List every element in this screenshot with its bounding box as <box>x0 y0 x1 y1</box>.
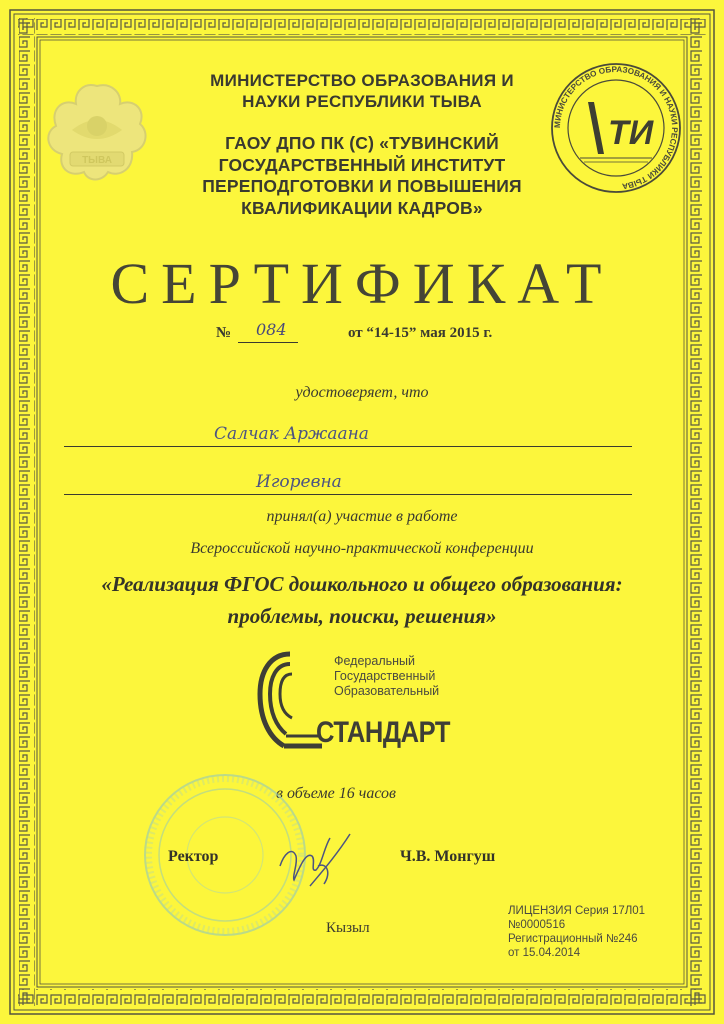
recipient-line-2 <box>64 494 632 495</box>
emblem <box>42 80 152 185</box>
fgos-logo-text <box>334 654 439 699</box>
city: Кызыл <box>326 920 370 936</box>
certificate-title: СЕРТИФИКАТ <box>110 251 614 316</box>
seal-ring-text: МИНИСТЕРСТВО ОБРАЗОВАНИЯ И НАУКИ РЕСПУБЛИКИ ТЫВА <box>552 64 680 191</box>
recipient-name: Салчак Аржаана <box>214 424 369 444</box>
conference-topic <box>40 568 684 632</box>
institute-line: ГАОУ ДПО ПК (С) «ТУВИНСКИЙ <box>225 133 499 153</box>
date-text: от “14-15” мая 2015 г. <box>348 325 493 341</box>
license-line: Регистрационный №246 <box>508 933 638 945</box>
fgos-logo-word: СТАНДАРТ <box>316 716 451 749</box>
topic-line: «Реализация ФГОС дошкольного и общего образования: <box>101 572 623 596</box>
number-label: № <box>216 325 232 341</box>
ministry-heading <box>150 70 574 112</box>
ministry-line: НАУКИ РЕСПУБЛИКИ ТЫВА <box>242 92 482 111</box>
handwritten-signature <box>270 826 360 896</box>
license-line: ЛИЦЕНЗИЯ Серия 17Л01 <box>508 905 646 917</box>
fgos-logo-line: Образовательный <box>334 684 440 698</box>
seal-logo: ТИ <box>608 114 654 152</box>
recipient-line-1 <box>64 446 632 447</box>
signature-name: Ч.В. Монгуш <box>400 848 496 865</box>
institute-line: КВАЛИФИКАЦИИ КАДРОВ» <box>241 197 483 218</box>
certifies-text: удостоверяет, что <box>295 384 429 401</box>
event-type: Всероссийской научно-практической конференции <box>190 540 534 557</box>
ministry-line: МИНИСТЕРСТВО ОБРАЗОВАНИЯ И <box>210 71 514 90</box>
volume-text: в объеме 16 часов <box>276 785 396 802</box>
license-line: №0000516 <box>508 919 566 931</box>
signature-role: Ректор <box>168 848 219 865</box>
institute-heading <box>150 133 574 219</box>
fgos-logo-line: Государственный <box>334 669 436 683</box>
fgos-logo-line: Федеральный <box>334 654 416 668</box>
license-line: от 15.04.2014 <box>508 947 581 959</box>
recipient-patronymic: Игоревна <box>256 472 342 492</box>
license-block <box>508 904 645 960</box>
topic-line: проблемы, поиски, решения» <box>227 604 497 628</box>
emblem-label: ТЫВА <box>82 155 112 166</box>
institute-line: ГОСУДАРСТВЕННЫЙ ИНСТИТУТ <box>218 154 506 175</box>
participated-text: принял(а) участие в работе <box>266 508 458 525</box>
number-underline <box>238 342 298 343</box>
institute-line: ПЕРЕПОДГОТОВКИ И ПОВЫШЕНИЯ <box>202 176 522 196</box>
number-value: 084 <box>256 320 287 339</box>
